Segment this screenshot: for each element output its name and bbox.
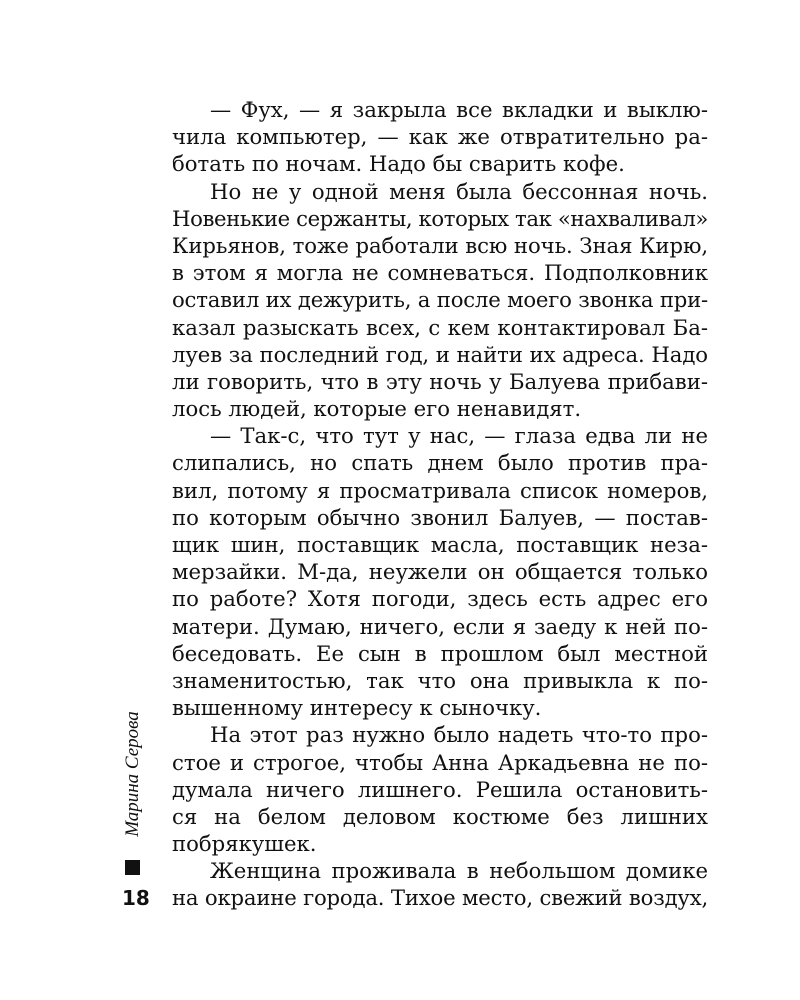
text-line: вил, потому я просматривала список номеров,	[172, 477, 708, 503]
text-line: оставил их дежурить, а после моего звонка при-	[172, 287, 708, 313]
text-line: в этом я могла не сомневаться. Подполковник	[172, 260, 708, 286]
text-line: ботать по ночам. Надо бы сварить кофе.	[172, 151, 625, 177]
square-marker-icon	[125, 860, 140, 875]
text-line: Женщина проживала в небольшом домике	[210, 858, 708, 884]
text-line: — Фух, — я закрыла все вкладки и выклю-	[210, 97, 708, 122]
text-line: луев за последний год, и найти их адреса. Надо	[172, 341, 708, 367]
text-line: ся на белом деловом костюме без лишних	[172, 803, 708, 829]
text-line: — Так-с, что тут у нас, — глаза едва ли не	[210, 423, 708, 449]
text-line: На этот раз нужно было надеть что-то про-	[210, 722, 708, 748]
text-line: думала ничего лишнего. Решила остановить-	[172, 776, 708, 802]
text-line: стое и строгое, чтобы Анна Аркадьевна не по-	[172, 749, 708, 775]
text-line: знаменитостью, так что она привыкла к по-	[172, 667, 708, 693]
text-line: побрякушек.	[172, 831, 317, 857]
text-line: матери. Думаю, ничего, если я заеду к ней по-	[172, 613, 708, 639]
text-line: чила компьютер, — как же отвратительно ра-	[172, 124, 708, 150]
text-line: казал разыскать всех, с кем контактировал Ба-	[172, 314, 708, 340]
text-line: по работе? Хотя погоди, здесь есть адрес его	[172, 586, 708, 612]
text-line: Новенькие сержанты, которых так «нахваливал»	[172, 205, 708, 231]
page-number: 18	[122, 886, 150, 910]
text-line: мерзайки. М-да, неужели он общается только	[172, 559, 708, 585]
text-line: лось людей, которые его ненавидят.	[172, 396, 582, 422]
body-text	[172, 96, 708, 912]
text-line: по которым обычно звонил Балуев, — постав-	[172, 504, 708, 530]
author-name: Марина Серова	[122, 711, 143, 837]
text-line: вышенному интересу к сыночку.	[172, 695, 542, 721]
text-line: Кирьянов, тоже работали всю ночь. Зная Кирю,	[172, 232, 708, 258]
running-head	[122, 694, 144, 854]
text-line: беседовать. Ее сын в прошлом был местной	[172, 640, 708, 666]
text-line: на окраине города. Тихое место, свежий воздух,	[172, 885, 708, 911]
text-line: Но не у одной меня была бессонная ночь.	[210, 178, 708, 204]
text-line: слипались, но спать днем было против пра-	[172, 450, 708, 476]
text-line: ли говорить, что в эту ночь у Балуева прибави-	[172, 368, 708, 394]
text-line: щик шин, поставщик масла, поставщик неза-	[172, 532, 708, 557]
